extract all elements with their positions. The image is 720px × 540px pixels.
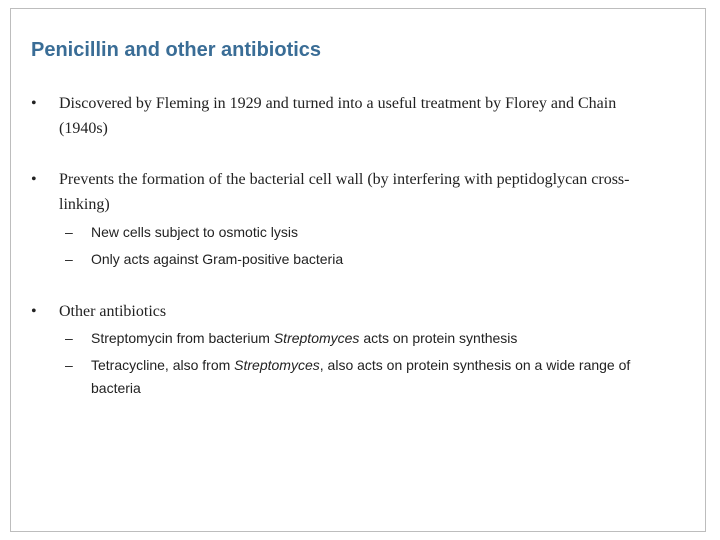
sub-text-pre: Tetracycline, also from [91, 357, 235, 373]
sub-text-post: , also acts on protein synthesis on a wide range of bacteria [91, 357, 631, 396]
bullet-icon: • [31, 303, 37, 320]
bullet-icon: • [31, 171, 37, 188]
slide [10, 8, 706, 532]
organism-name: Streptomyces [234, 357, 320, 373]
dash-icon: – [65, 251, 73, 267]
dash-icon: – [65, 357, 73, 373]
sub-bullet-text: New cells subject to osmotic lysis [91, 224, 298, 240]
sub-text-pre: Streptomycin from bacterium [91, 330, 274, 346]
bullet-text: Discovered by Fleming in 1929 and turned into a useful treatment by Florey and Chain (1940s) [59, 95, 617, 137]
bullet-text: Other antibiotics [59, 303, 167, 320]
sub-bullet-text: Only acts against Gram-positive bacteria [91, 251, 344, 267]
dash-icon: – [65, 224, 73, 240]
sub-bullet-text [91, 354, 631, 400]
dash-icon: – [65, 330, 73, 346]
sub-bullet-text [91, 327, 631, 350]
bullet-text: Prevents the formation of the bacterial cell wall (by interfering with peptidoglycan cross-linking) [59, 171, 630, 213]
organism-name: Streptomyces [273, 330, 360, 346]
sub-text-post: acts on protein synthesis [359, 330, 518, 346]
slide-title: Penicillin and other antibiotics [31, 39, 322, 61]
bullet-icon: • [31, 95, 37, 112]
